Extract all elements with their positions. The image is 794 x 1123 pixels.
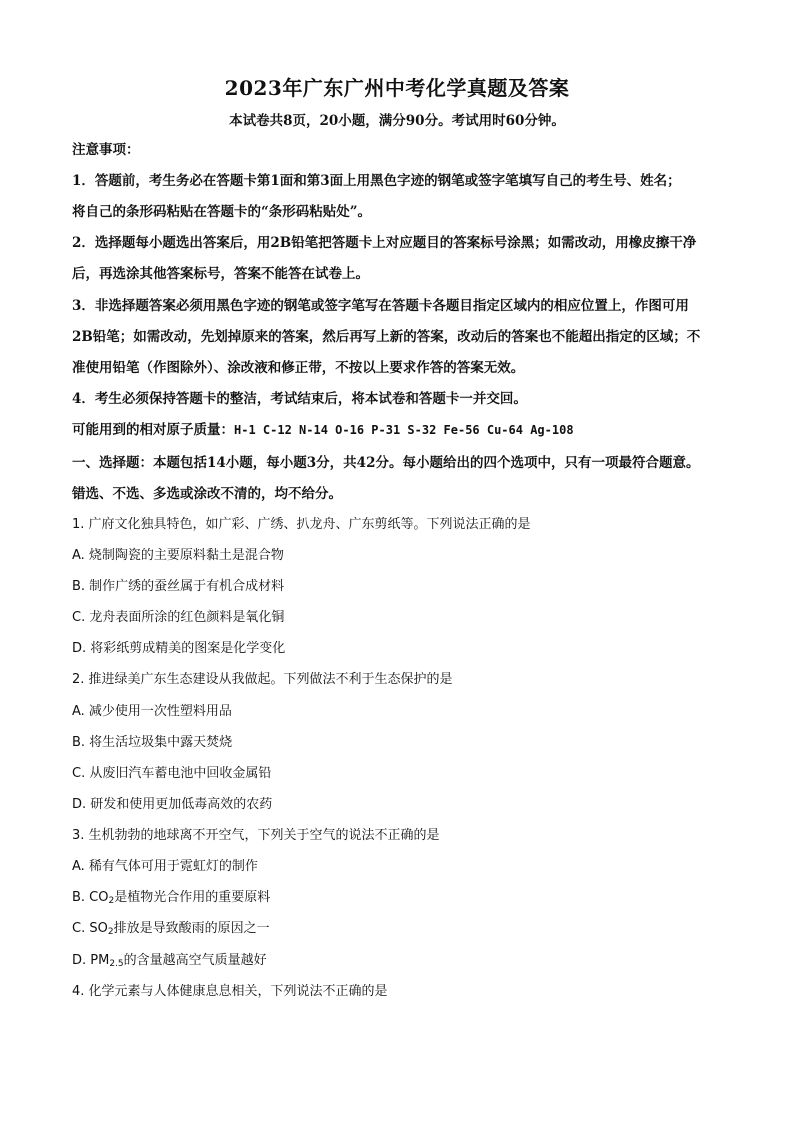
exam-info: 本试卷共8页，20小题，满分90分。考试用时60分钟。 xyxy=(229,113,565,129)
page-title: 2023年广东广州中考化学真题及答案 xyxy=(224,76,570,100)
question-1-option-a: A. 烧制陶瓷的主要原料黏土是混合物 xyxy=(72,548,284,563)
question-2-option-d: D. 研发和使用更加低毒高效的农药 xyxy=(72,797,273,812)
question-2-option-b: B. 将生活垃圾集中露天焚烧 xyxy=(72,735,233,750)
notice-item-3-line-2: 2B铅笔；如需改动，先划掉原来的答案，然后再写上新的答案，改动后的答案也不能超出指定的区域；不 xyxy=(72,329,701,345)
notice-item-1-line-1: 1．答题前，考生务必在答题卡第1面和第3面上用黑色字迹的钢笔或签字笔填写自己的考生号、姓名； xyxy=(72,173,681,189)
option-d-suffix: 的含量越高空气质量越好 xyxy=(123,953,267,968)
question-1-stem: 1. 广府文化独具特色，如广彩、广绣、扒龙舟、广东剪纸等。下列说法正确的是 xyxy=(72,517,531,532)
section-1-heading-line-2: 错选、不选、多选或涂改不清的，均不给分。 xyxy=(72,486,342,502)
notice-item-3-line-3: 准使用铅笔（作图除外）、涂改液和修正带，不按以上要求作答的答案无效。 xyxy=(72,360,525,376)
option-b-subscript: 2 xyxy=(108,896,115,906)
question-1-option-b: B. 制作广绣的蚕丝属于有机合成材料 xyxy=(72,579,285,594)
option-d-prefix: D. PM xyxy=(72,953,110,968)
question-2-stem: 2. 推进绿美广东生态建设从我做起。下列做法不利于生态保护的是 xyxy=(72,672,453,687)
question-2-option-c: C. 从废旧汽车蓄电池中回收金属铅 xyxy=(72,766,272,781)
notice-item-4: 4．考生必须保持答题卡的整洁，考试结束后，将本试卷和答题卡一并交回。 xyxy=(72,391,527,407)
question-3-option-a: A. 稀有气体可用于霓虹灯的制作 xyxy=(72,859,258,874)
notice-item-3-line-1: 3．非选择题答案必须用黑色字迹的钢笔或签字笔写在答题卡各题目指定区域内的相应位置上，作图可用 xyxy=(72,298,689,314)
atomic-mass-label: 可能用到的相对原子质量： xyxy=(72,422,234,438)
atomic-mass-values: H-1 C-12 N-14 O-16 P-31 S-32 Fe-56 Cu-64 Ag-108 xyxy=(234,423,574,437)
option-c-suffix: 排放是导致酸雨的原因之一 xyxy=(113,921,270,936)
question-4-stem: 4. 化学元素与人体健康息息相关，下列说法不正确的是 xyxy=(72,984,388,999)
notice-item-2-line-2: 后，再选涂其他答案标号，答案不能答在试卷上。 xyxy=(72,266,369,282)
section-1-heading-line-1: 一、选择题：本题包括14小题，每小题3分，共42分。每小题给出的四个选项中，只有一项最符合题意。 xyxy=(72,455,700,471)
question-3-option-d xyxy=(72,952,732,970)
option-d-subscript: 2.5 xyxy=(109,959,124,969)
option-c-subscript: 2 xyxy=(107,927,114,937)
notice-item-2-line-1: 2．选择题每小题选出答案后，用2B铅笔把答题卡上对应题目的答案标号涂黑；如需改动，用橡皮擦干净 xyxy=(72,235,697,251)
atomic-mass-row xyxy=(72,421,732,439)
option-b-prefix: B. CO xyxy=(72,890,109,905)
question-3-option-b xyxy=(72,889,732,907)
question-3-stem: 3. 生机勃勃的地球离不开空气，下列关于空气的说法不正确的是 xyxy=(72,828,440,843)
question-1-option-d: D. 将彩纸剪成精美的图案是化学变化 xyxy=(72,641,286,656)
notice-heading: 注意事项： xyxy=(72,142,140,158)
question-3-option-c xyxy=(72,920,732,938)
option-b-suffix: 是植物光合作用的重要原料 xyxy=(114,890,271,905)
option-c-prefix: C. SO xyxy=(72,921,108,936)
question-1-option-c: C. 龙舟表面所涂的红色颜料是氧化铜 xyxy=(72,610,285,625)
notice-item-1-line-2: 将自己的条形码粘贴在答题卡的“条形码粘贴处”。 xyxy=(72,204,372,220)
question-2-option-a: A. 减少使用一次性塑料用品 xyxy=(72,704,232,719)
